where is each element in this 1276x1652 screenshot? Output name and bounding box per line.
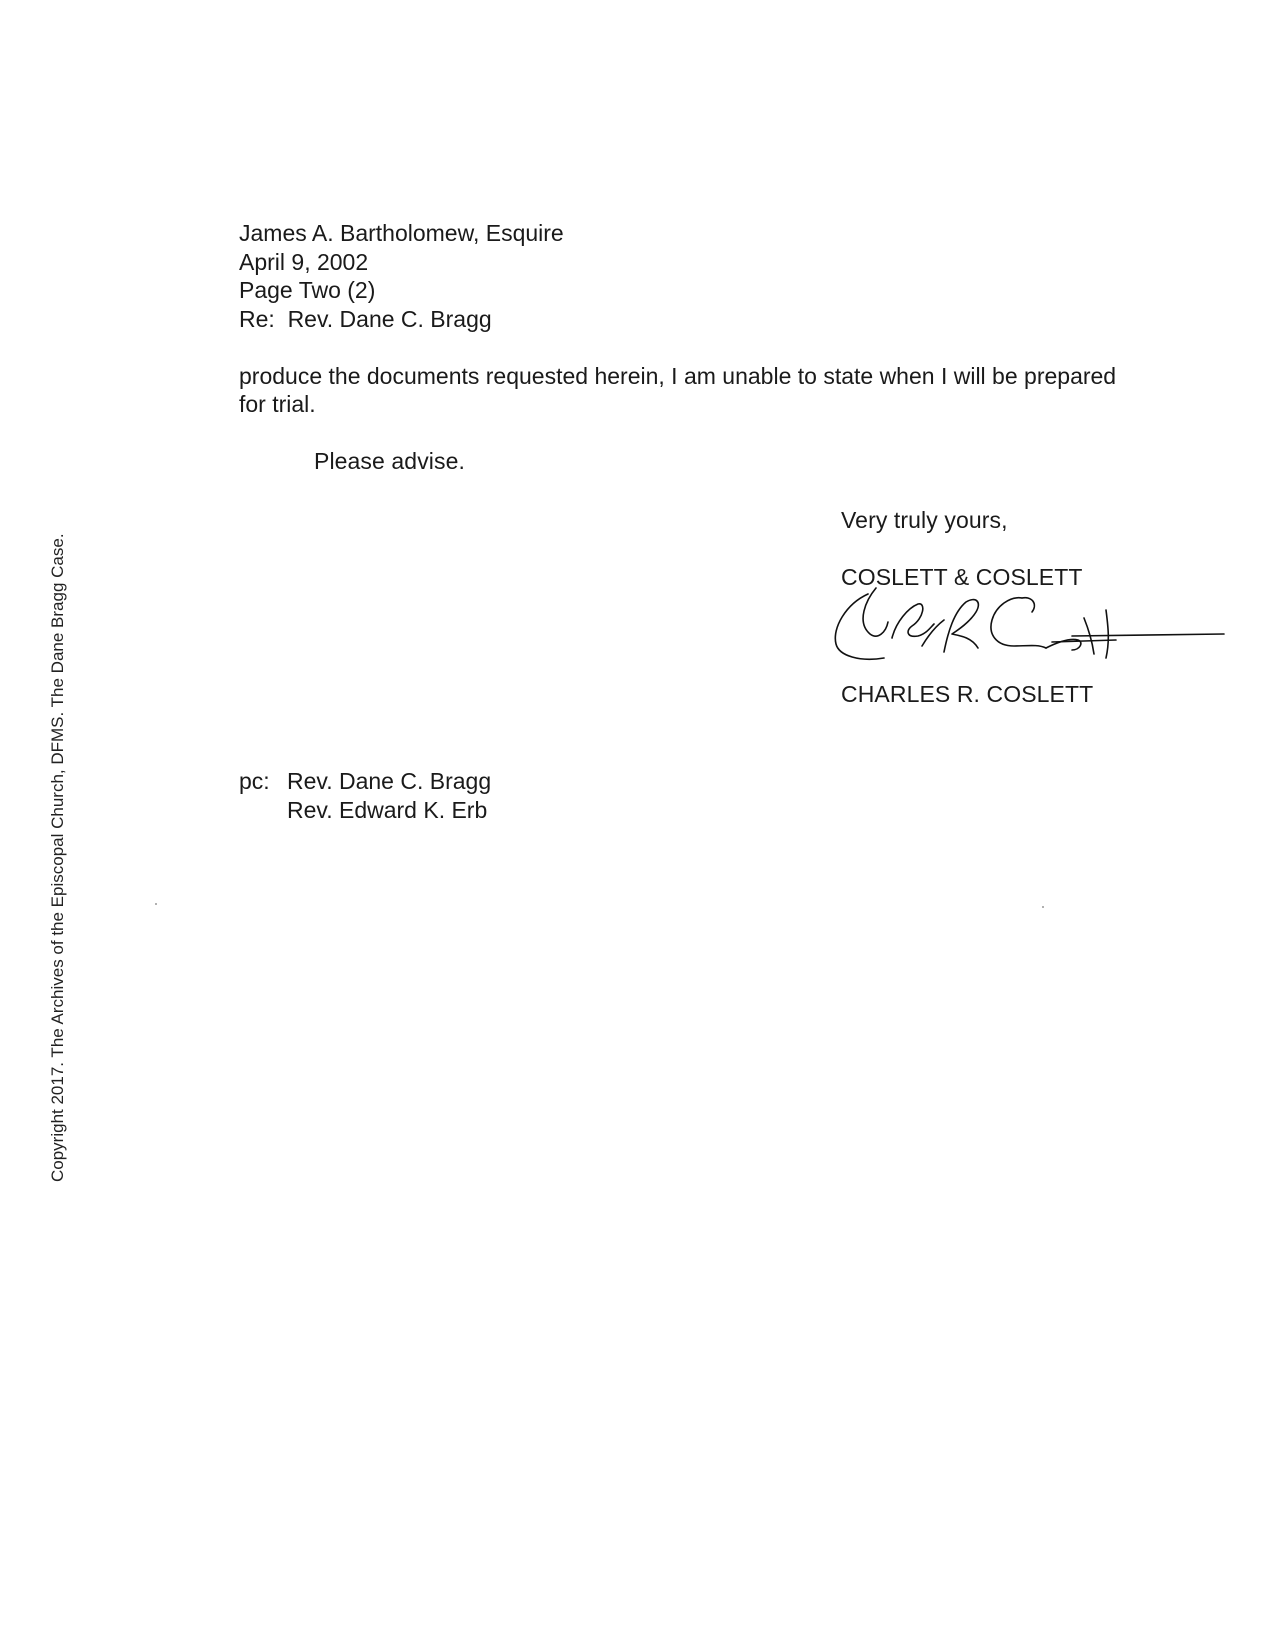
body-line: produce the documents requested herein, I am unable to state when I will be prepared <box>239 363 1117 389</box>
body-paragraph <box>239 362 1199 418</box>
scan-speck <box>155 903 157 905</box>
signature-graphic <box>826 582 1226 674</box>
valediction: Very truly yours, <box>841 507 1008 533</box>
please-advise: Please advise. <box>314 448 465 474</box>
pc-label: pc: <box>239 768 270 794</box>
signer-name: CHARLES R. COSLETT <box>841 681 1094 707</box>
page-number-line: Page Two (2) <box>239 277 376 303</box>
pc-recipient: Rev. Dane C. Bragg <box>287 768 492 794</box>
pc-recipient: Rev. Edward K. Erb <box>287 796 488 823</box>
scan-speck <box>1042 906 1044 908</box>
firm-name: COSLETT & COSLETT <box>841 564 1083 590</box>
copyright-notice: Copyright 2017. The Archives of the Episcopal Church, DFMS. The Dane Bragg Case. <box>48 533 67 1182</box>
letter-header <box>239 219 564 333</box>
date-line: April 9, 2002 <box>239 248 369 275</box>
body-line: for trial. <box>239 391 316 417</box>
recipient-line: James A. Bartholomew, Esquire <box>239 220 564 246</box>
subject-line: Re: Rev. Dane C. Bragg <box>239 305 492 332</box>
